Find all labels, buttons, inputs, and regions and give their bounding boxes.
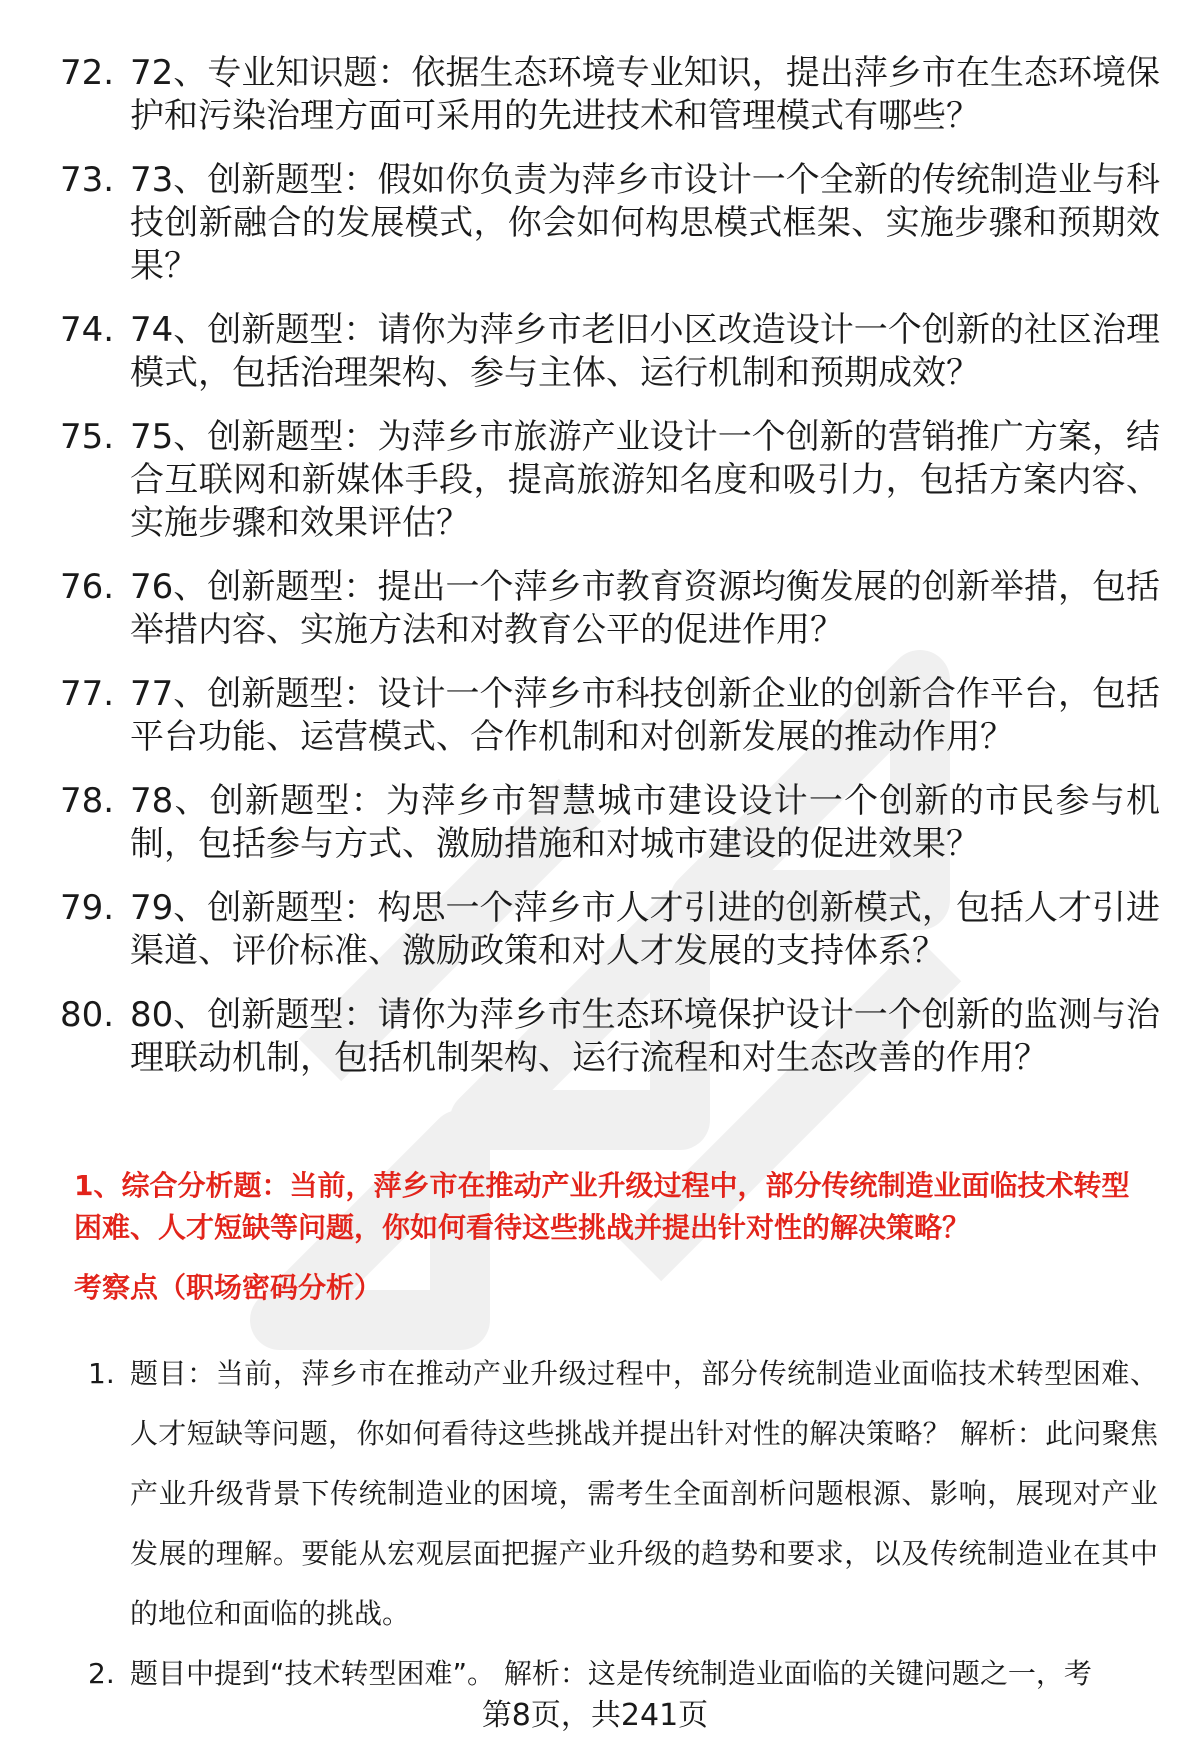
question-number: 72. xyxy=(60,53,115,93)
question-text: 79、创新题型：构思一个萍乡市人才引进的创新模式，包括人才引进渠道、评价标准、激励政策和对人才发展的支持体系？ xyxy=(130,888,1160,971)
question-item-77 xyxy=(60,673,1160,759)
question-item-79 xyxy=(60,887,1160,973)
analysis-item-2 xyxy=(88,1644,1158,1704)
analysis-text: 题目中提到“技术转型困难”。 解析：这是传统制造业面临的关键问题之一，考 xyxy=(130,1657,1092,1690)
analysis-number: 1. xyxy=(88,1357,115,1390)
section-subheading: 考察点（职场密码分析） xyxy=(74,1271,383,1304)
question-item-76 xyxy=(60,566,1160,652)
analysis-list xyxy=(88,1344,1158,1704)
question-text: 76、创新题型：提出一个萍乡市教育资源均衡发展的创新举措，包括举措内容、实施方法和对教育公平的促进作用？ xyxy=(130,567,1160,650)
question-number: 73. xyxy=(60,160,115,200)
question-text: 74、创新题型：请你为萍乡市老旧小区改造设计一个创新的社区治理模式，包括治理架构、参与主体、运行机制和预期成效？ xyxy=(130,310,1160,393)
question-text: 78、创新题型：为萍乡市智慧城市建设设计一个创新的市民参与机制，包括参与方式、激励措施和对城市建设的促进效果？ xyxy=(130,781,1160,864)
analysis-text: 题目：当前，萍乡市在推动产业升级过程中，部分传统制造业面临技术转型困难、人才短缺等问题，你如何看待这些挑战并提出针对性的解决策略？ 解析：此问聚焦产业升级背景下传统制造业的困境，需考生全面剖析问题根源、影响，展现对产业发展的理解。要能从宏观层面把握产业升级的趋势和要求，以及传统制造业在其中的地位和面临的挑战。 xyxy=(130,1357,1158,1630)
question-item-78 xyxy=(60,780,1160,866)
page-footer: 第8页，共241页 xyxy=(481,1698,709,1733)
question-number: 77. xyxy=(60,674,115,714)
question-number: 80. xyxy=(60,995,115,1035)
question-item-75 xyxy=(60,416,1160,545)
question-item-74 xyxy=(60,309,1160,395)
question-number: 75. xyxy=(60,417,115,457)
question-text: 77、创新题型：设计一个萍乡市科技创新企业的创新合作平台，包括平台功能、运营模式、合作机制和对创新发展的推动作用？ xyxy=(130,674,1160,757)
question-text: 72、专业知识题：依据生态环境专业知识，提出萍乡市在生态环境保护和污染治理方面可采用的先进技术和管理模式有哪些？ xyxy=(130,53,1160,136)
question-number: 78. xyxy=(60,781,115,821)
question-number: 79. xyxy=(60,888,115,928)
analysis-number: 2. xyxy=(88,1657,115,1690)
question-item-73 xyxy=(60,159,1160,288)
section-heading: 1、综合分析题：当前，萍乡市在推动产业升级过程中，部分传统制造业面临技术转型困难、人才短缺等问题，你如何看待这些挑战并提出针对性的解决策略？ xyxy=(74,1169,1130,1244)
question-number: 74. xyxy=(60,310,115,350)
question-list xyxy=(60,52,1160,1101)
question-item-72 xyxy=(60,52,1160,138)
question-text: 80、创新题型：请你为萍乡市生态环境保护设计一个创新的监测与治理联动机制，包括机制架构、运行流程和对生态改善的作用？ xyxy=(130,995,1160,1078)
analysis-item-1 xyxy=(88,1344,1158,1644)
question-text: 73、创新题型：假如你负责为萍乡市设计一个全新的传统制造业与科技创新融合的发展模式，你会如何构思模式框架、实施步骤和预期效果？ xyxy=(130,160,1160,286)
question-text: 75、创新题型：为萍乡市旅游产业设计一个创新的营销推广方案，结合互联网和新媒体手段，提高旅游知名度和吸引力，包括方案内容、实施步骤和效果评估？ xyxy=(130,417,1160,543)
question-item-80 xyxy=(60,994,1160,1080)
question-number: 76. xyxy=(60,567,115,607)
